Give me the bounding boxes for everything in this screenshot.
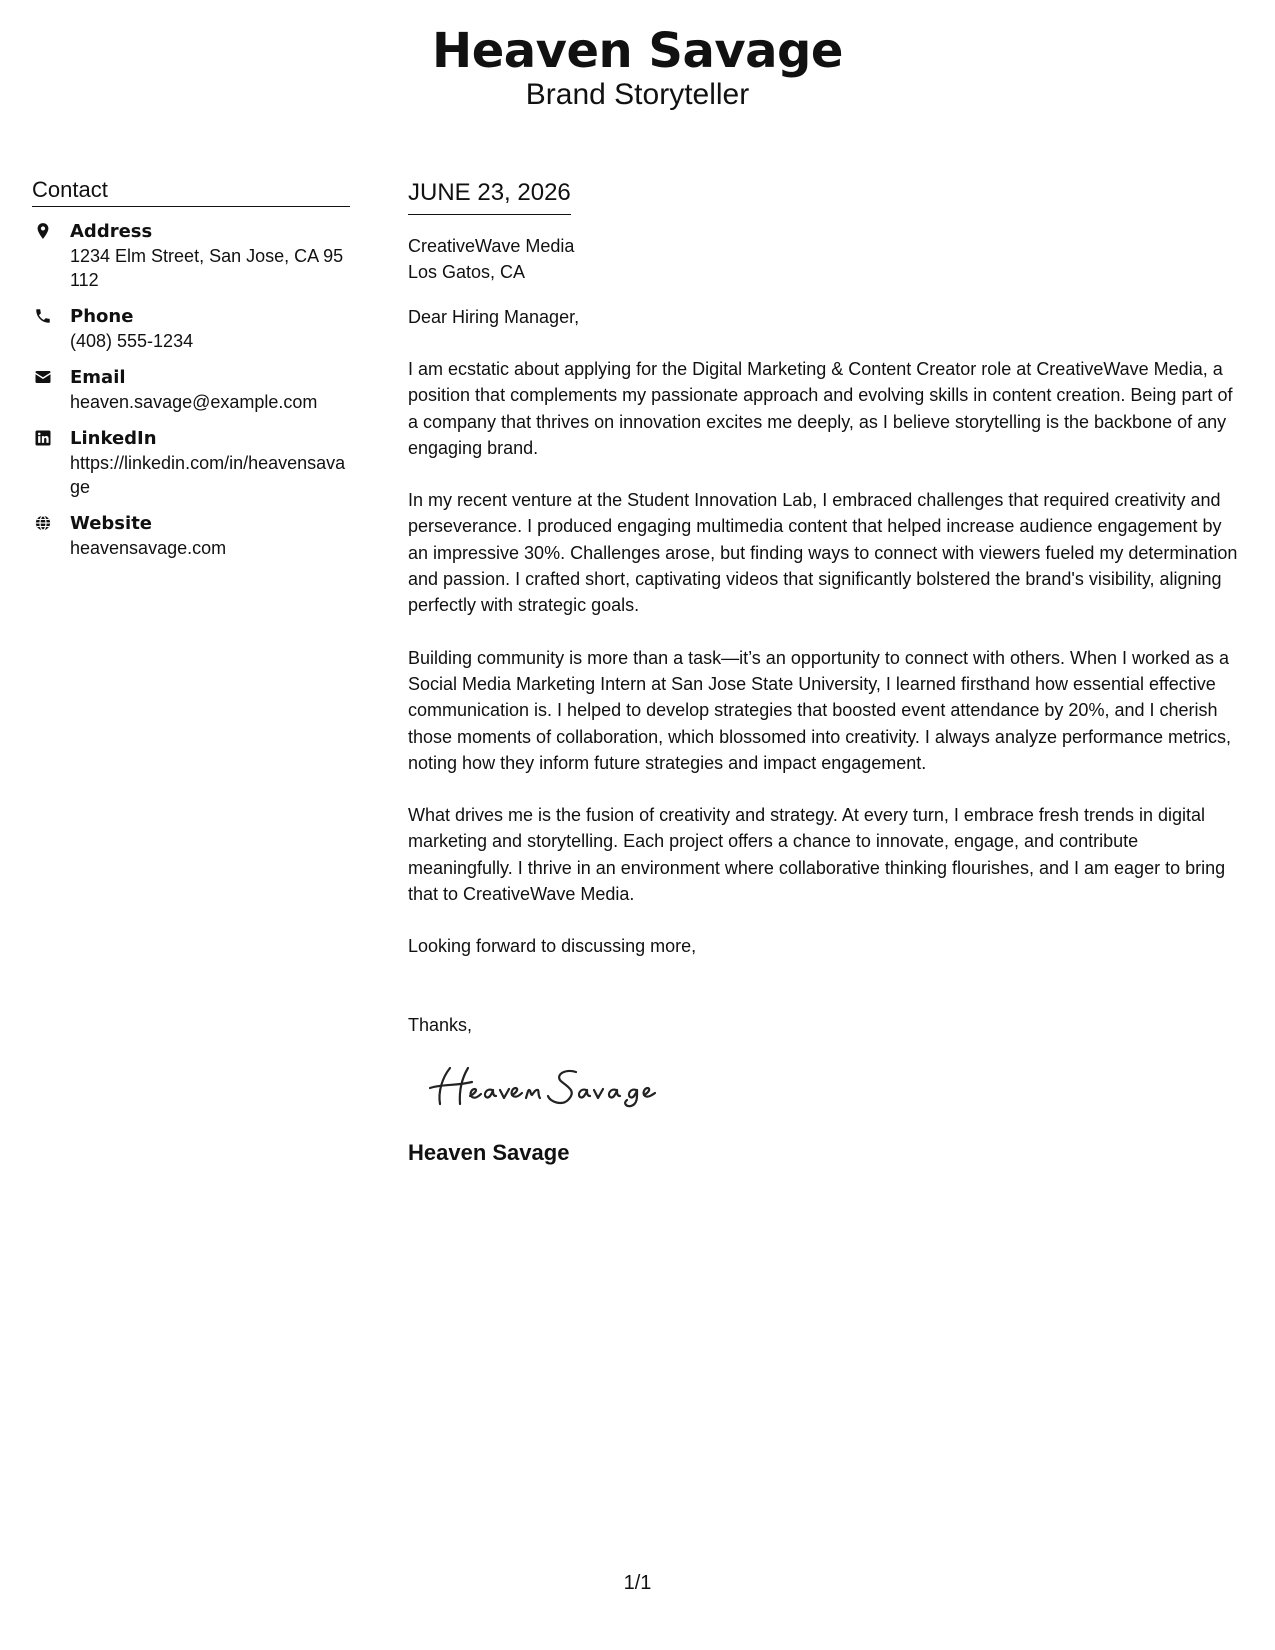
contact-email [32,366,350,414]
salutation: Dear Hiring Manager, [408,307,580,327]
envelope-icon [34,368,52,386]
thanks-line: Thanks, [408,1015,473,1036]
recipient-block [408,233,1244,285]
contact-linkedin [32,427,350,499]
contact-heading: Contact [32,176,350,207]
letter-paragraph: What drives me is the fusion of creativity and strategy. At every turn, I embrace fresh trends in digital marketing and storytelling. Each project offers a chance to innovate, engage, and contribute meaningfully. I thrive in an environment where collaborative thinking flourishes, and I am eager to bring that to CreativeWave Media. [408,805,1226,905]
handwritten-signature [426,1060,666,1116]
letter-header [0,22,1275,112]
contact-label: Phone [70,306,134,327]
contact-value: (408) 555-1234 [70,331,194,351]
letter-date: JUNE 23, 2026 [408,178,571,215]
page-number: 1/1 [623,1572,652,1594]
closing-line: Looking forward to discussing more, [408,936,697,957]
contact-phone [32,305,350,353]
contact-value: heavensavage.com [70,538,227,558]
globe-icon [34,514,52,532]
recipient-company: CreativeWave Media [408,236,575,256]
signer-name: Heaven Savage [408,1140,570,1166]
letter-paragraph: I am ecstatic about applying for the Digital Marketing & Content Creator role at CreativeWave Media, a position that complements my passionate approach and evolving skills in content creation. Being part of a company that thrives on innovation excites me deeply, as I believe storytelling is the backbone of any engaging brand. [408,359,1233,458]
contact-label: Email [70,367,126,388]
letter-paragraph: In my recent venture at the Student Innovation Lab, I embraced challenges that required creativity and perseverance. I produced engaging multimedia content that helped increase audience engagement by an impressive 30%. Challenges arose, but finding ways to connect with viewers fueled my determination and passion. I crafted short, captivating videos that significantly bolstered the brand's visibility, aligning perfectly with strategic goals. [408,490,1238,616]
contact-value: 1234 Elm Street, San Jose, CA 95112 [70,246,344,290]
recipient-location: Los Gatos, CA [408,262,526,282]
contact-address [32,220,350,292]
letter-paragraph: Building community is more than a task—it’s an opportunity to connect with others. When I worked as a Social Media Marketing Intern at San Jose State University, I learned firsthand how essential effective communication is. I helped to develop strategies that boosted event attendance by 20%, and I cherish those moments of collaboration, which blossomed into creativity. I always analyze performance metrics, noting how they inform future strategies and impact engagement. [408,647,1232,773]
linkedin-icon [34,429,52,447]
phone-icon [34,307,52,325]
contact-label: Address [70,221,153,242]
contact-website [32,512,350,560]
contact-label: Website [70,513,153,534]
applicant-name: Heaven Savage [432,23,843,79]
contact-sidebar [32,176,350,560]
contact-value: https://linkedin.com/in/heavensavage [70,453,346,497]
contact-value: heaven.savage@example.com [70,392,318,412]
contact-label: LinkedIn [70,428,157,449]
map-pin-icon [34,222,52,240]
letter-body [408,178,1244,1167]
applicant-role: Brand Storyteller [525,78,750,111]
